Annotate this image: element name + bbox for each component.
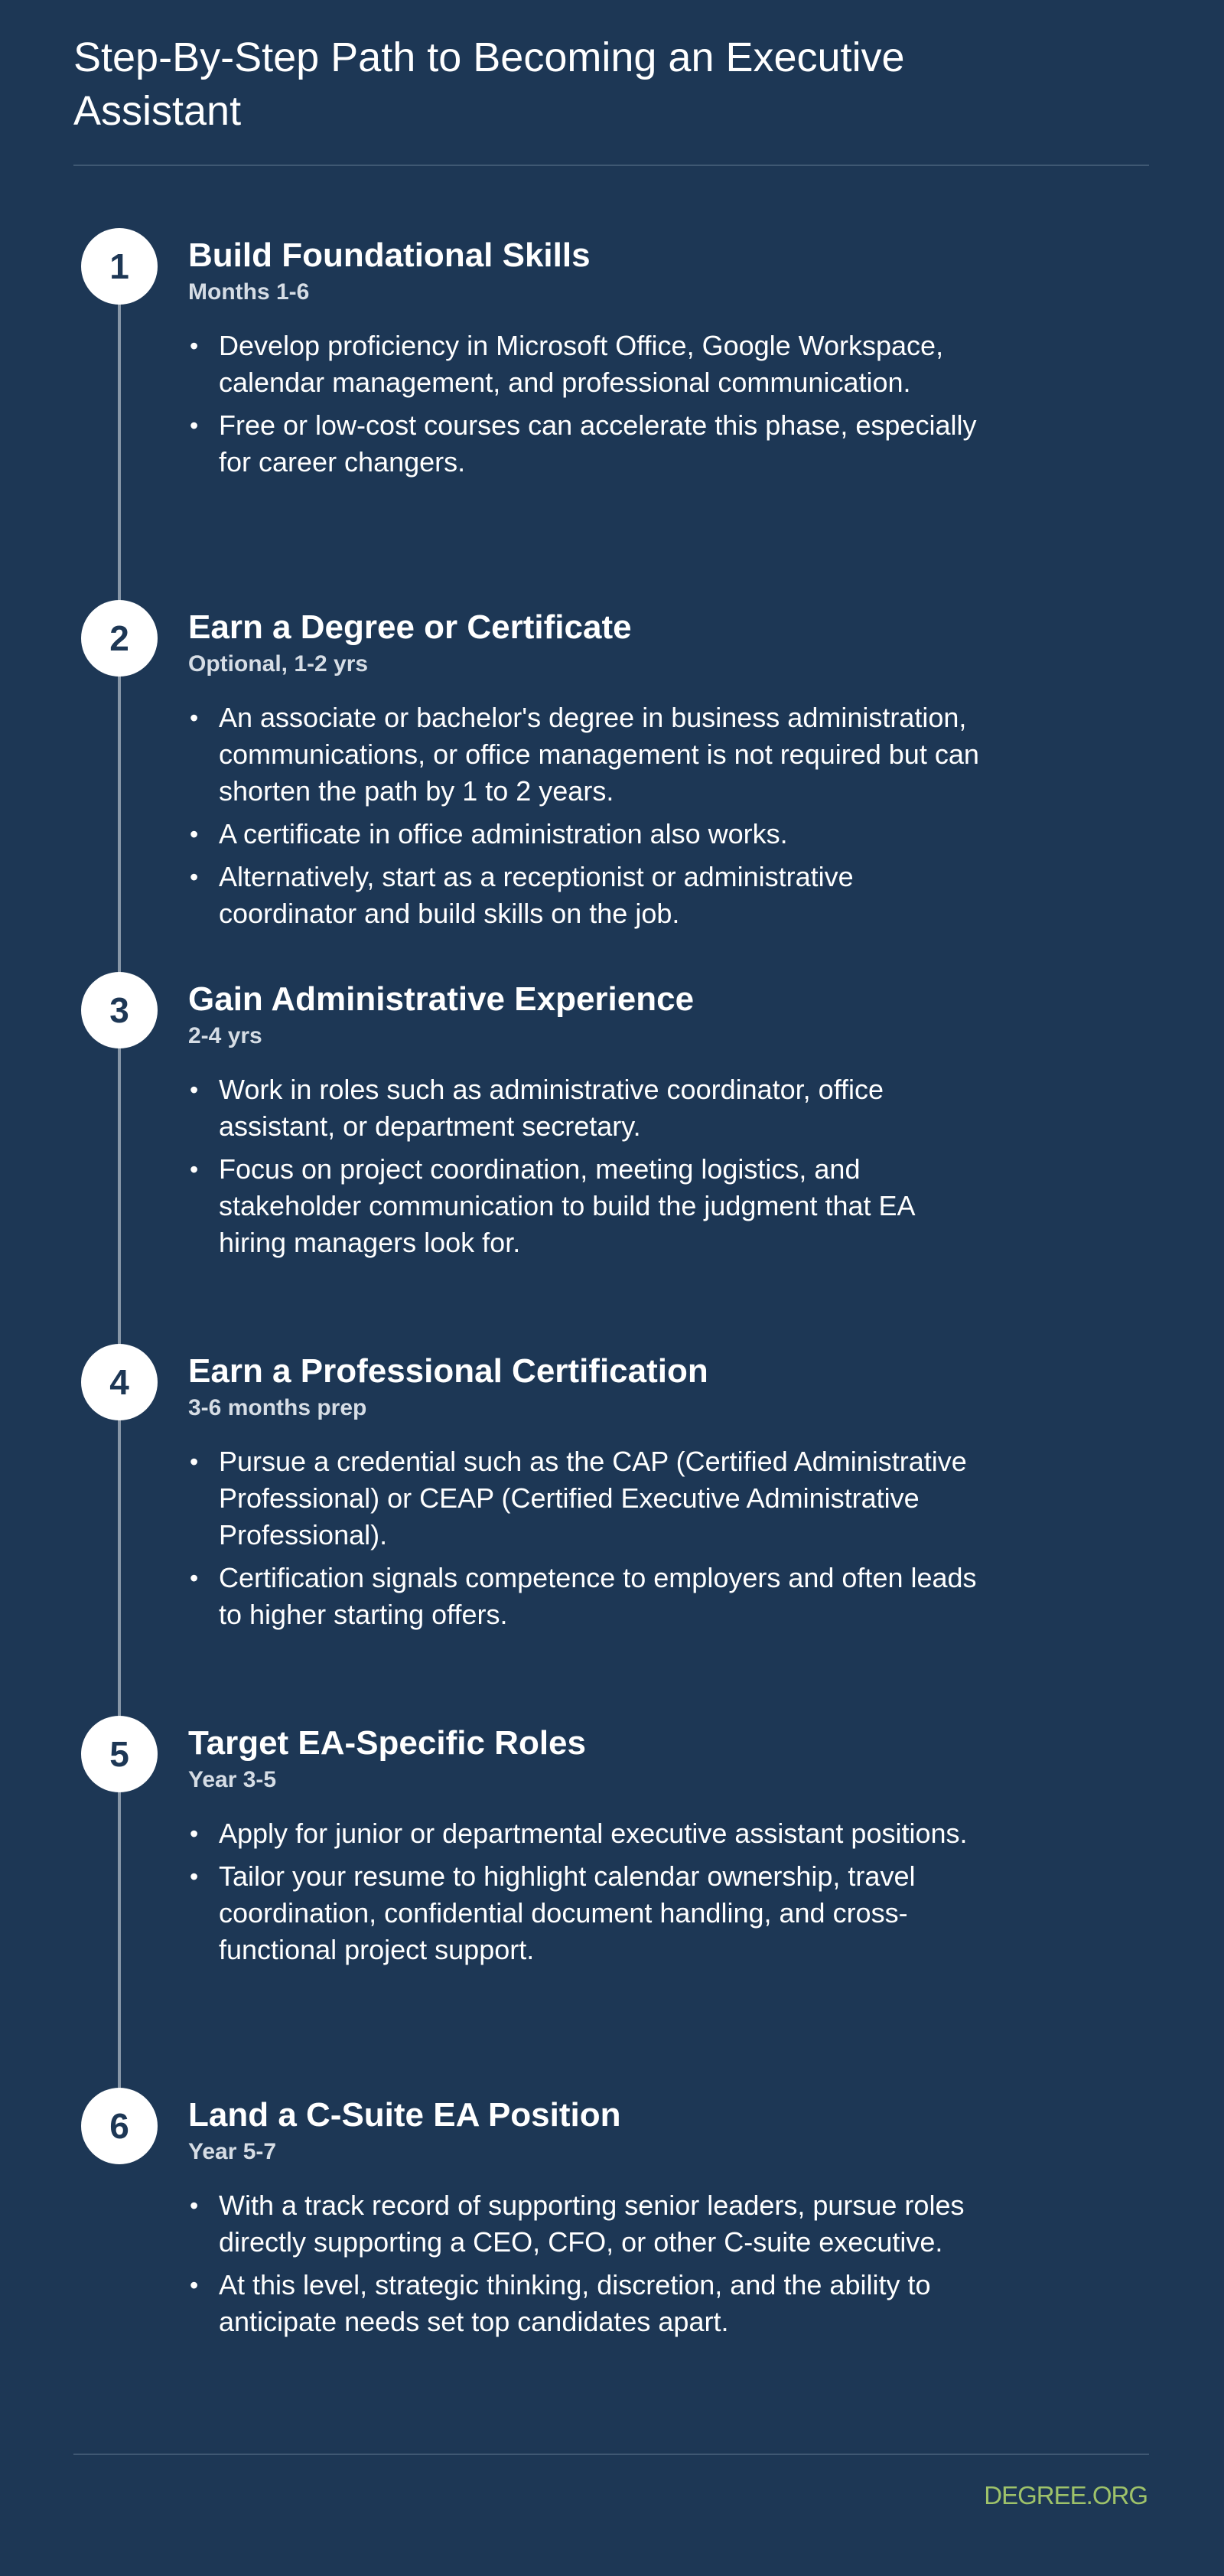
- brand-logo: DEGREE.ORG: [984, 2481, 1148, 2509]
- step-bullet: • Alternatively, start as a receptionist or administrative coordinator and build skills on the job.: [188, 859, 984, 932]
- step-bullet: • With a track record of supporting senior leaders, pursue roles directly supporting a CEO, CFO, or other C-suite executive.: [188, 2187, 984, 2261]
- step-bullet: • Develop proficiency in Microsoft Office, Google Workspace, calendar management, and professional communication.: [188, 328, 984, 401]
- step-title: Target EA-Specific Roles: [188, 1724, 586, 1762]
- page-title: Step-By-Step Path to Becoming an Executive Assistant: [73, 34, 905, 134]
- step-bullet: • Pursue a credential such as the CAP (Certified Administrative Professional) or CEAP (Certified Executive Administrative Professional).: [188, 1443, 984, 1554]
- step-title: Land a C-Suite EA Position: [188, 2096, 621, 2134]
- step-bullet: • Tailor your resume to highlight calendar ownership, travel coordination, confidential document handling, and cross-functional project support.: [188, 1858, 984, 1968]
- step-duration: Optional, 1-2 yrs: [188, 651, 369, 677]
- step-bullet: • Free or low-cost courses can accelerate this phase, especially for career changers.: [188, 407, 984, 481]
- step-bullet: • Apply for junior or departmental executive assistant positions.: [188, 1815, 984, 1852]
- step-number-badge: 4: [81, 1344, 158, 1420]
- step-content: [188, 606, 984, 938]
- step-bullet-list: [188, 1815, 984, 1968]
- step-content: [188, 978, 984, 1267]
- step-title: Earn a Professional Certification: [188, 1352, 708, 1390]
- step-bullet: • Focus on project coordination, meeting logistics, and stakeholder communication to build the judgment that EA hiring managers look for.: [188, 1151, 984, 1261]
- step-duration: 3-6 months prep: [188, 1395, 367, 1420]
- step-bullet-list: [188, 328, 984, 481]
- timeline-line: [118, 264, 121, 2126]
- step-bullet-list: [188, 1071, 984, 1261]
- step-content: [188, 1350, 984, 1639]
- header-divider: [73, 165, 1149, 166]
- footer-divider: [73, 2454, 1149, 2455]
- step-number-badge: 1: [81, 228, 158, 305]
- step-bullet: • An associate or bachelor's degree in business administration, communications, or office management is not required but can shorten the path by 1 to 2 years.: [188, 699, 984, 810]
- step-content: [188, 234, 984, 487]
- step-bullet: • Work in roles such as administrative coordinator, office assistant, or department secretary.: [188, 1071, 984, 1145]
- step-bullet: • At this level, strategic thinking, discretion, and the ability to anticipate needs set top candidates apart.: [188, 2267, 984, 2340]
- step-title: Gain Administrative Experience: [188, 980, 695, 1018]
- step-duration: Year 5-7: [188, 2139, 277, 2164]
- step-bullet-list: [188, 699, 984, 932]
- step-title: Earn a Degree or Certificate: [188, 608, 632, 646]
- step-duration: 2-4 yrs: [188, 1023, 262, 1048]
- step-number-badge: 2: [81, 600, 158, 677]
- step-duration: Year 3-5: [188, 1767, 277, 1792]
- step-number-badge: 6: [81, 2088, 158, 2164]
- step-content: [188, 1722, 984, 1974]
- step-number-badge: 5: [81, 1716, 158, 1792]
- step-duration: Months 1-6: [188, 279, 310, 305]
- step-number-badge: 3: [81, 972, 158, 1048]
- step-bullet: • A certificate in office administration also works.: [188, 816, 984, 853]
- step-title: Build Foundational Skills: [188, 236, 591, 274]
- step-bullet-list: [188, 2187, 984, 2340]
- step-content: [188, 2094, 984, 2346]
- step-bullet-list: [188, 1443, 984, 1633]
- step-bullet: • Certification signals competence to employers and often leads to higher starting offers.: [188, 1560, 984, 1633]
